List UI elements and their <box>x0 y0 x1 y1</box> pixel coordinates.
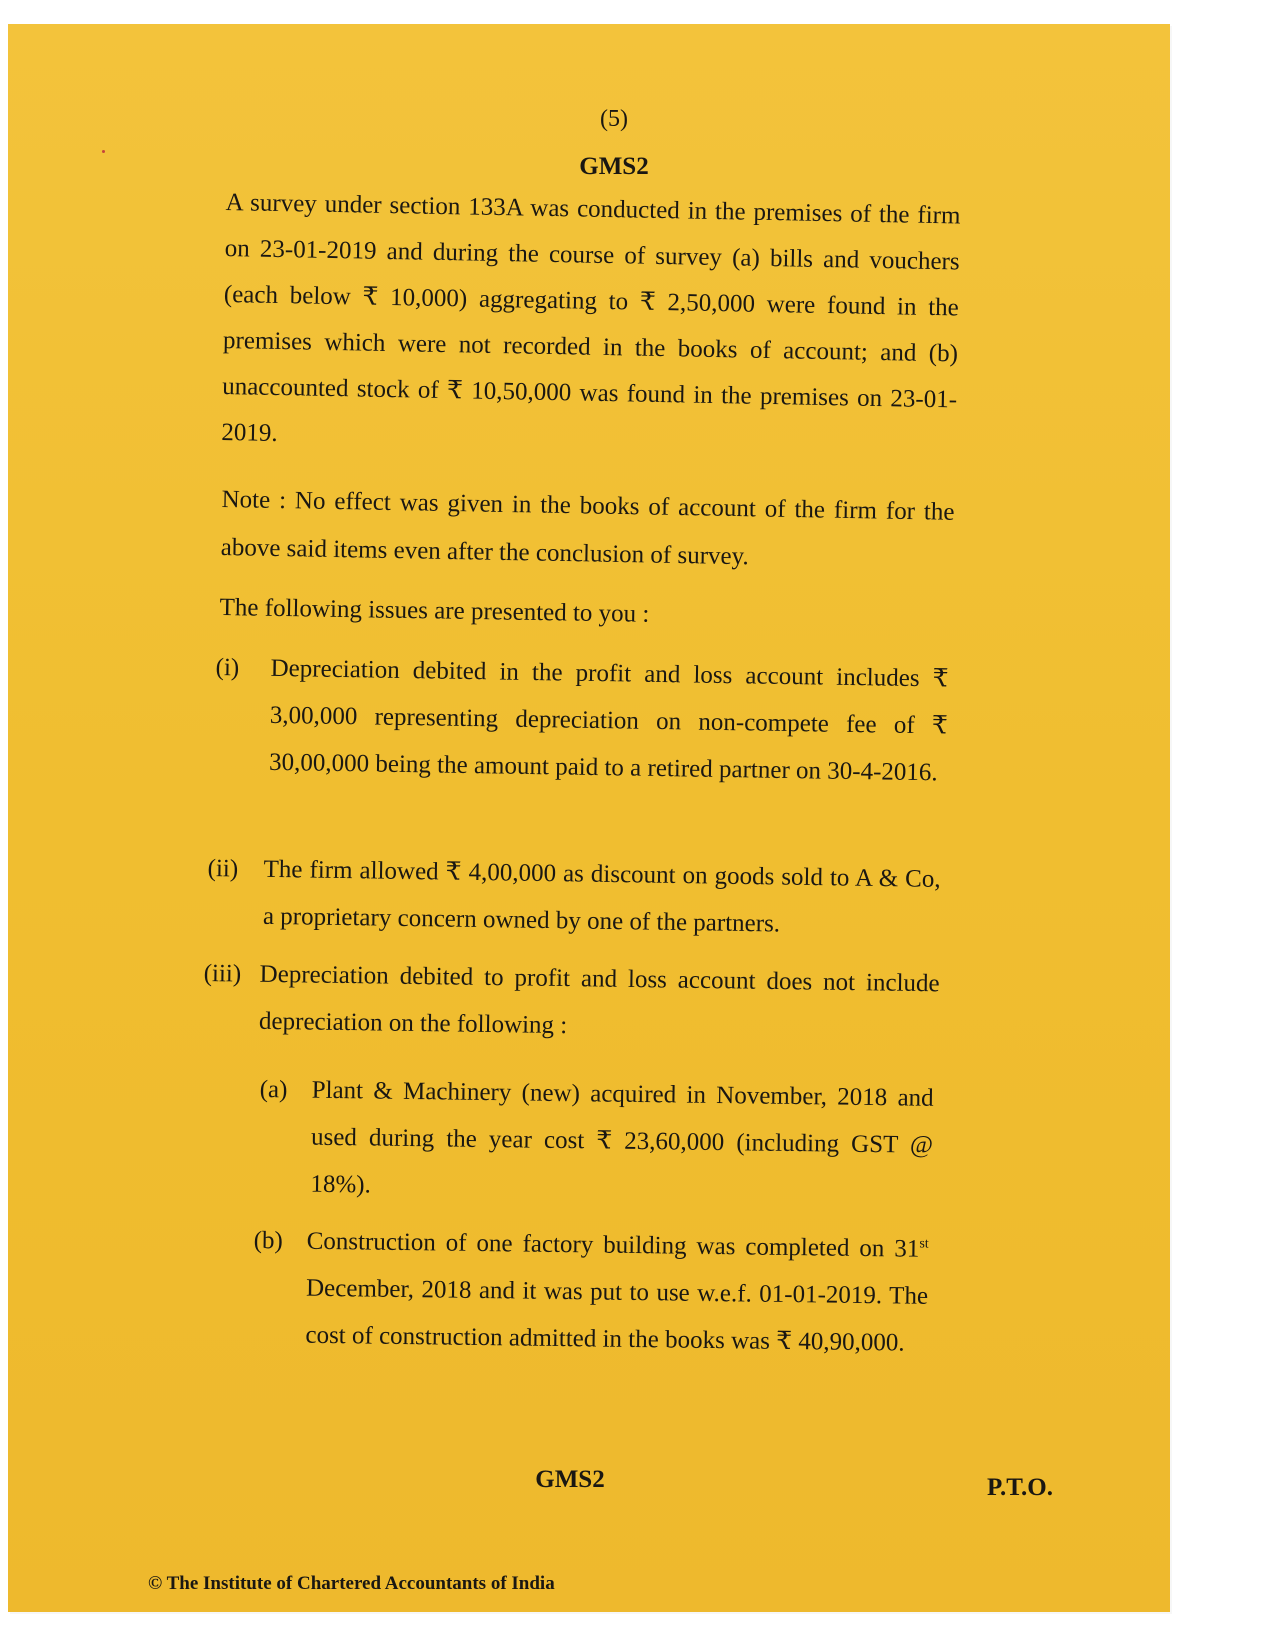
issues-intro-text: The following issues are presented to you : <box>219 593 650 628</box>
ordinal-suffix: st <box>919 1236 929 1252</box>
sub-item-text-part: Construction of one factory building was completed on 31 <box>306 1227 920 1263</box>
sub-item-a <box>258 1066 936 1225</box>
sub-item-b <box>252 1217 930 1416</box>
note-paragraph <box>220 476 955 585</box>
issues-intro <box>219 585 820 640</box>
survey-paragraph-text: A survey under section 133A was conducted in the premises of the firm on 23-01-2019 and during the course of survey (a) bills and vouchers (each below ₹ 10,000) aggregating to ₹ 2,50,000 were found in the premises which were not recorded in the books of account; and (b) unaccounted stock of ₹ 10,50,000 was found in the premises on 23-01-2019. <box>221 188 961 447</box>
sub-item-text: Plant & Machinery (new) acquired in November, 2018 and used during the year cost ₹ 23,60,000 (including GST @ 18%). <box>310 1076 934 1199</box>
issue-item-iii <box>203 950 942 1060</box>
issue-text: Depreciation debited to profit and loss account does not include depreciation on the following : <box>258 960 940 1040</box>
issue-text: Depreciation debited in the profit and loss account includes ₹ 3,00,000 representing depreciation on non-compete fee of ₹ 30,00,000 being the amount paid to a retired partner on 30-4-2016. <box>268 654 949 787</box>
issue-text: The firm allowed ₹ 4,00,000 as discount on goods sold to A & Co, a proprietary concern owned by one of the partners. <box>262 855 941 938</box>
pto-label: P.T.O. <box>987 1474 1053 1501</box>
survey-paragraph <box>221 180 961 469</box>
sub-item-marker: (b) <box>253 1226 284 1255</box>
issue-marker: (ii) <box>207 854 239 883</box>
issue-marker: (iii) <box>203 959 242 988</box>
page-number: (5) <box>600 106 628 132</box>
paper-code-header: GMS2 <box>579 153 649 180</box>
issue-marker: (i) <box>215 653 240 682</box>
sub-item-text <box>305 1218 929 1367</box>
sub-item-text-part: December, 2018 and it was put to use w.e.f. 01-01-2019. The cost of construction admitted in the books was ₹ 40,90,000. <box>305 1274 929 1357</box>
issue-item-ii <box>207 845 943 956</box>
issue-item-i <box>213 644 951 846</box>
copyright-notice: © The Institute of Chartered Accountants of India <box>148 1573 555 1594</box>
note-text: Note : No effect was given in the books of account of the firm for the above said items even after the conclusion of survey. <box>220 485 955 571</box>
sub-item-marker: (a) <box>259 1075 288 1104</box>
paper-code-footer: GMS2 <box>535 1466 605 1493</box>
